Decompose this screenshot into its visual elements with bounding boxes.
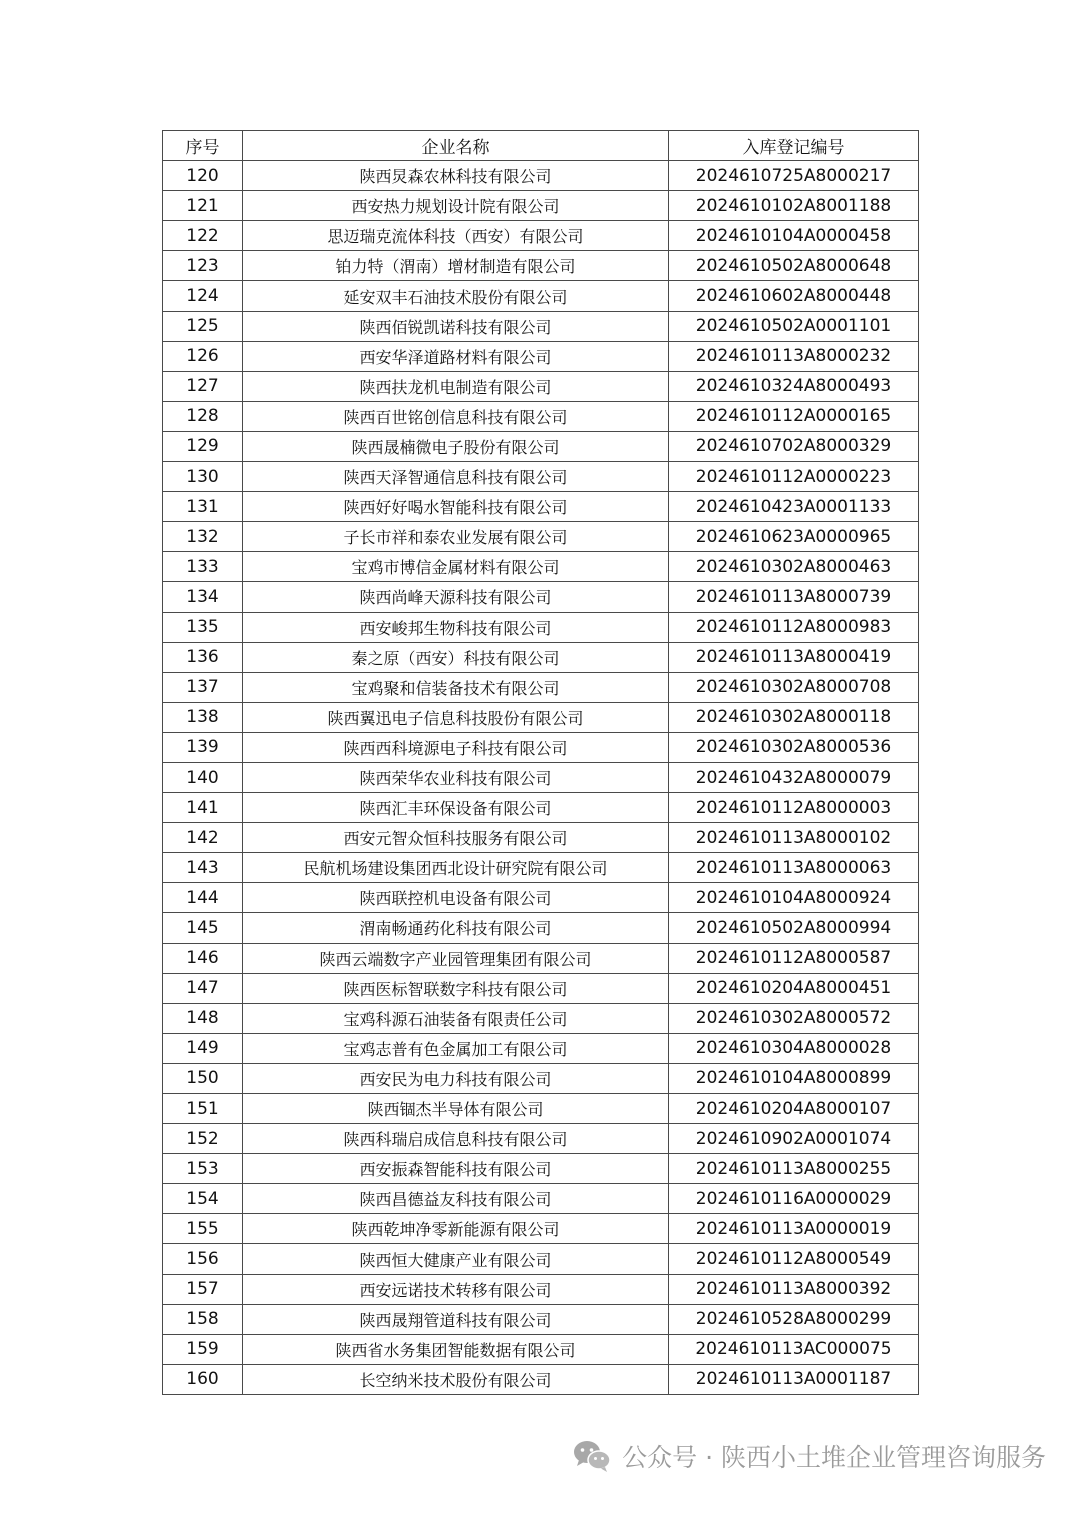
cell-serial-number: 144: [163, 883, 243, 913]
cell-registration-code: 2024610112A8000003: [669, 793, 919, 823]
table-row: [163, 1334, 919, 1364]
cell-registration-code: 2024610113A8000063: [669, 853, 919, 883]
table-row: [163, 251, 919, 281]
cell-serial-number: 120: [163, 161, 243, 191]
cell-registration-code: 2024610302A8000463: [669, 552, 919, 582]
cell-serial-number: 131: [163, 492, 243, 522]
table-row: [163, 1154, 919, 1184]
table-row: [163, 1274, 919, 1304]
cell-serial-number: 145: [163, 913, 243, 943]
cell-serial-number: 128: [163, 401, 243, 431]
cell-serial-number: 147: [163, 973, 243, 1003]
cell-company-name: 西安元智众恒科技服务有限公司: [243, 823, 669, 853]
cell-company-name: 陕西联控机电设备有限公司: [243, 883, 669, 913]
cell-company-name: 宝鸡聚和信装备技术有限公司: [243, 672, 669, 702]
table-row: [163, 1094, 919, 1124]
cell-registration-code: 2024610113A0001187: [669, 1364, 919, 1394]
table-row: [163, 552, 919, 582]
cell-registration-code: 2024610113A8000255: [669, 1154, 919, 1184]
cell-company-name: 陕西省水务集团智能数据有限公司: [243, 1334, 669, 1364]
wechat-icon: [572, 1439, 612, 1473]
cell-serial-number: 143: [163, 853, 243, 883]
table-row: [163, 1033, 919, 1063]
cell-registration-code: 2024610113A0000019: [669, 1214, 919, 1244]
cell-company-name: 宝鸡科源石油装备有限责任公司: [243, 1003, 669, 1033]
header-company-name: 企业名称: [243, 131, 669, 161]
table-row: [163, 823, 919, 853]
cell-company-name: 陕西晟翔管道科技有限公司: [243, 1304, 669, 1334]
cell-registration-code: 2024610302A8000536: [669, 732, 919, 762]
header-registration-code: 入库登记编号: [669, 131, 919, 161]
table-row: [163, 341, 919, 371]
cell-serial-number: 160: [163, 1364, 243, 1394]
cell-registration-code: 2024610102A8001188: [669, 191, 919, 221]
table-row: [163, 943, 919, 973]
cell-company-name: 陕西炅森农林科技有限公司: [243, 161, 669, 191]
cell-serial-number: 134: [163, 582, 243, 612]
table-row: [163, 1063, 919, 1093]
cell-registration-code: 2024610302A8000118: [669, 702, 919, 732]
cell-serial-number: 138: [163, 702, 243, 732]
cell-serial-number: 123: [163, 251, 243, 281]
cell-registration-code: 2024610602A8000448: [669, 281, 919, 311]
cell-registration-code: 2024610204A8000107: [669, 1094, 919, 1124]
cell-company-name: 陕西西科境源电子科技有限公司: [243, 732, 669, 762]
cell-company-name: 延安双丰石油技术股份有限公司: [243, 281, 669, 311]
cell-serial-number: 122: [163, 221, 243, 251]
cell-company-name: 陕西恒大健康产业有限公司: [243, 1244, 669, 1274]
cell-registration-code: 2024610623A0000965: [669, 522, 919, 552]
cell-company-name: 陕西医标智联数字科技有限公司: [243, 973, 669, 1003]
cell-serial-number: 159: [163, 1334, 243, 1364]
cell-company-name: 秦之原（西安）科技有限公司: [243, 642, 669, 672]
cell-registration-code: 2024610113A8000419: [669, 642, 919, 672]
cell-serial-number: 150: [163, 1063, 243, 1093]
cell-company-name: 陕西昌德益友科技有限公司: [243, 1184, 669, 1214]
cell-registration-code: 2024610502A8000994: [669, 913, 919, 943]
cell-serial-number: 154: [163, 1184, 243, 1214]
cell-serial-number: 148: [163, 1003, 243, 1033]
cell-company-name: 陕西乾坤净零新能源有限公司: [243, 1214, 669, 1244]
table-row: [163, 462, 919, 492]
cell-company-name: 宝鸡市博信金属材料有限公司: [243, 552, 669, 582]
cell-serial-number: 136: [163, 642, 243, 672]
cell-company-name: 陕西天泽智通信息科技有限公司: [243, 462, 669, 492]
cell-registration-code: 2024610204A8000451: [669, 973, 919, 1003]
table-row: [163, 612, 919, 642]
cell-serial-number: 130: [163, 462, 243, 492]
cell-registration-code: 2024610702A8000329: [669, 431, 919, 461]
table-row: [163, 883, 919, 913]
table-row: [163, 161, 919, 191]
cell-company-name: 宝鸡志普有色金属加工有限公司: [243, 1033, 669, 1063]
watermark-text: 公众号 · 陕西小土堆企业管理咨询服务: [622, 1443, 1046, 1472]
cell-registration-code: 2024610528A8000299: [669, 1304, 919, 1334]
cell-company-name: 民航机场建设集团西北设计研究院有限公司: [243, 853, 669, 883]
cell-serial-number: 151: [163, 1094, 243, 1124]
cell-registration-code: 2024610104A0000458: [669, 221, 919, 251]
table-row: [163, 1214, 919, 1244]
cell-serial-number: 156: [163, 1244, 243, 1274]
table-row: [163, 582, 919, 612]
cell-serial-number: 155: [163, 1214, 243, 1244]
cell-serial-number: 141: [163, 793, 243, 823]
cell-serial-number: 146: [163, 943, 243, 973]
cell-registration-code: 2024610304A8000028: [669, 1033, 919, 1063]
table-row: [163, 281, 919, 311]
cell-registration-code: 2024610113A8000392: [669, 1274, 919, 1304]
cell-company-name: 陕西汇丰环保设备有限公司: [243, 793, 669, 823]
cell-serial-number: 153: [163, 1154, 243, 1184]
cell-serial-number: 139: [163, 732, 243, 762]
cell-registration-code: 2024610423A0001133: [669, 492, 919, 522]
cell-serial-number: 126: [163, 341, 243, 371]
cell-company-name: 西安远诺技术转移有限公司: [243, 1274, 669, 1304]
cell-company-name: 子长市祥和泰农业发展有限公司: [243, 522, 669, 552]
table-row: [163, 853, 919, 883]
table-row: [163, 732, 919, 762]
table-row: [163, 1364, 919, 1394]
cell-serial-number: 132: [163, 522, 243, 552]
table-body: [163, 161, 919, 1395]
cell-registration-code: 2024610302A8000708: [669, 672, 919, 702]
table-row: [163, 642, 919, 672]
cell-registration-code: 2024610113A8000232: [669, 341, 919, 371]
cell-registration-code: 2024610112A0000223: [669, 462, 919, 492]
cell-serial-number: 135: [163, 612, 243, 642]
table-row: [163, 702, 919, 732]
cell-company-name: 陕西锢杰半导体有限公司: [243, 1094, 669, 1124]
table-row: [163, 1304, 919, 1334]
table-row: [163, 371, 919, 401]
table-row: [163, 311, 919, 341]
cell-registration-code: 2024610112A8000983: [669, 612, 919, 642]
cell-serial-number: 137: [163, 672, 243, 702]
table-row: [163, 1244, 919, 1274]
table-row: [163, 973, 919, 1003]
header-serial-number: 序号: [163, 131, 243, 161]
cell-company-name: 西安峻邦生物科技有限公司: [243, 612, 669, 642]
cell-registration-code: 2024610104A8000924: [669, 883, 919, 913]
cell-company-name: 铂力特（渭南）增材制造有限公司: [243, 251, 669, 281]
cell-serial-number: 124: [163, 281, 243, 311]
table-row: [163, 762, 919, 792]
cell-registration-code: 2024610104A8000899: [669, 1063, 919, 1093]
cell-serial-number: 157: [163, 1274, 243, 1304]
cell-company-name: 西安华泽道路材料有限公司: [243, 341, 669, 371]
cell-registration-code: 2024610902A0001074: [669, 1124, 919, 1154]
cell-company-name: 西安民为电力科技有限公司: [243, 1063, 669, 1093]
cell-registration-code: 2024610324A8000493: [669, 371, 919, 401]
table-header: [163, 131, 919, 161]
cell-company-name: 陕西晟楠微电子股份有限公司: [243, 431, 669, 461]
cell-company-name: 陕西扶龙机电制造有限公司: [243, 371, 669, 401]
cell-company-name: 陕西科瑞启成信息科技有限公司: [243, 1124, 669, 1154]
cell-company-name: 西安热力规划设计院有限公司: [243, 191, 669, 221]
cell-registration-code: 2024610302A8000572: [669, 1003, 919, 1033]
cell-serial-number: 133: [163, 552, 243, 582]
cell-company-name: 渭南畅通药化科技有限公司: [243, 913, 669, 943]
cell-company-name: 陕西佰锐凯诺科技有限公司: [243, 311, 669, 341]
table-row: [163, 522, 919, 552]
cell-serial-number: 125: [163, 311, 243, 341]
table-row: [163, 672, 919, 702]
table-row: [163, 793, 919, 823]
cell-serial-number: 152: [163, 1124, 243, 1154]
table-row: [163, 1003, 919, 1033]
cell-serial-number: 142: [163, 823, 243, 853]
table-row: [163, 431, 919, 461]
table-row: [163, 1124, 919, 1154]
cell-registration-code: 2024610112A8000549: [669, 1244, 919, 1274]
cell-serial-number: 121: [163, 191, 243, 221]
cell-company-name: 西安振森智能科技有限公司: [243, 1154, 669, 1184]
table-row: [163, 401, 919, 431]
cell-company-name: 陕西好好喝水智能科技有限公司: [243, 492, 669, 522]
cell-registration-code: 2024610116A0000029: [669, 1184, 919, 1214]
table-row: [163, 913, 919, 943]
cell-company-name: 长空纳米技术股份有限公司: [243, 1364, 669, 1394]
cell-company-name: 思迈瑞克流体科技（西安）有限公司: [243, 221, 669, 251]
cell-serial-number: 158: [163, 1304, 243, 1334]
cell-company-name: 陕西云端数字产业园管理集团有限公司: [243, 943, 669, 973]
cell-serial-number: 140: [163, 762, 243, 792]
cell-company-name: 陕西荣华农业科技有限公司: [243, 762, 669, 792]
cell-registration-code: 2024610502A8000648: [669, 251, 919, 281]
cell-registration-code: 2024610113A8000102: [669, 823, 919, 853]
cell-registration-code: 2024610502A0001101: [669, 311, 919, 341]
cell-registration-code: 2024610112A0000165: [669, 401, 919, 431]
cell-company-name: 陕西尚峰天源科技有限公司: [243, 582, 669, 612]
table-row: [163, 492, 919, 522]
enterprise-registry-table: [162, 130, 919, 1395]
table-row: [163, 221, 919, 251]
cell-serial-number: 149: [163, 1033, 243, 1063]
cell-registration-code: 2024610113A8000739: [669, 582, 919, 612]
cell-registration-code: 2024610432A8000079: [669, 762, 919, 792]
cell-registration-code: 2024610112A8000587: [669, 943, 919, 973]
cell-registration-code: 2024610725A8000217: [669, 161, 919, 191]
cell-serial-number: 127: [163, 371, 243, 401]
cell-company-name: 陕西百世铭创信息科技有限公司: [243, 401, 669, 431]
header-row: [163, 131, 919, 161]
cell-registration-code: 2024610113AC000075: [669, 1334, 919, 1364]
cell-serial-number: 129: [163, 431, 243, 461]
wechat-watermark: [572, 1438, 1046, 1474]
table-row: [163, 1184, 919, 1214]
cell-company-name: 陕西翼迅电子信息科技股份有限公司: [243, 702, 669, 732]
table-row: [163, 191, 919, 221]
